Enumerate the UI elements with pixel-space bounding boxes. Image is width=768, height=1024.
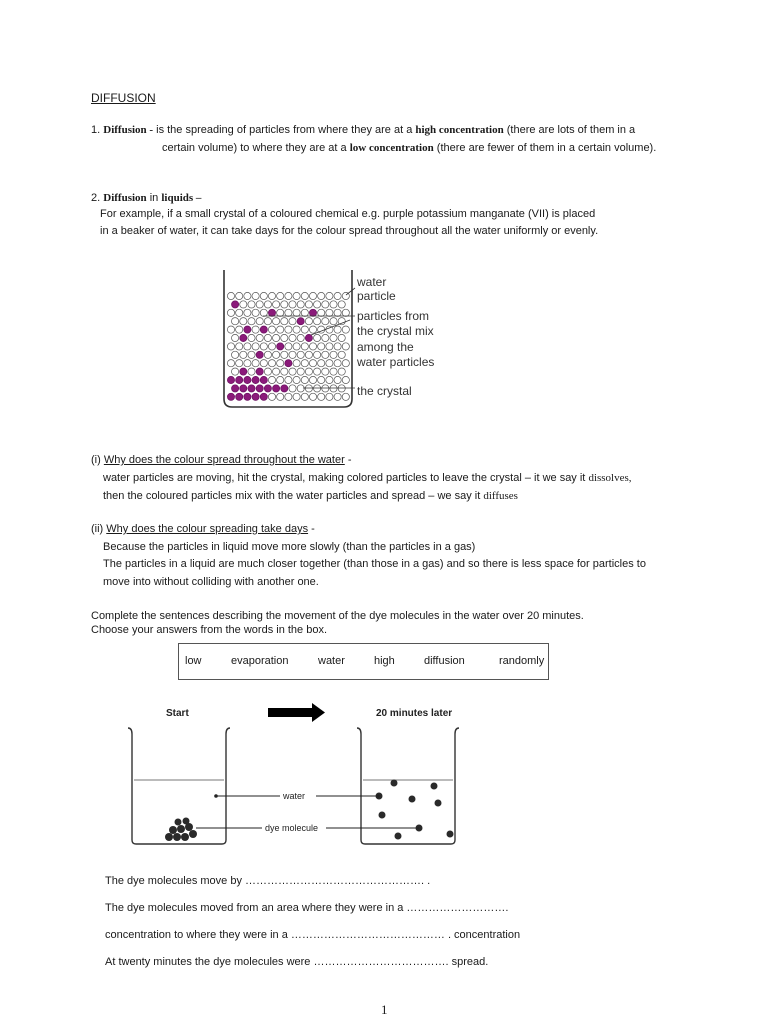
water-particle [301,326,308,333]
water-particle [338,334,345,341]
water-particle [326,376,333,383]
water-particle [297,301,304,308]
crystal-particle [252,376,259,383]
water-particle [268,376,275,383]
water-particle [334,376,341,383]
q2-dash: - [311,523,315,535]
exercise-intro-1: Complete the sentences describing the movement of the dye molecules in the water over 20 minutes. [91,610,584,622]
crystal-particle [285,360,292,367]
def-low: low concentration [349,142,434,154]
water-particle [232,368,239,375]
crystal-particle [244,393,251,400]
sentence-1[interactable]: The dye molecules move by …………………………………………. . [105,875,431,887]
water-particle [273,301,280,308]
water-particle [301,393,308,400]
water-particle [285,343,292,350]
particle-grid [227,292,349,400]
water-particle [264,301,271,308]
water-particle [334,343,341,350]
label-particles-2: the crystal mix [357,324,434,338]
crystal-particle [248,385,255,392]
water-particle [227,343,234,350]
water-particle [301,292,308,299]
water-particle [236,360,243,367]
water-particle [281,334,288,341]
water-particle [248,301,255,308]
water-particle [318,309,325,316]
water-particle [314,318,321,325]
water-particle [342,343,349,350]
water-particle [273,334,280,341]
water-particle [342,360,349,367]
label-dye-molecule: dye molecule [265,823,319,833]
crystal-particle [297,318,304,325]
water-particle [244,309,251,316]
water-particle [293,376,300,383]
water-particle [305,318,312,325]
water-particle [330,368,337,375]
water-particle [252,360,259,367]
water-particle [281,351,288,358]
liquids-line-2: in a beaker of water, it can take days for the colour spread throughout all the water uniformly or evenly. [100,225,599,237]
water-particle [285,326,292,333]
water-particle [277,393,284,400]
water-particle [277,376,284,383]
water-particle [301,360,308,367]
water-particle [342,376,349,383]
water-particle [285,376,292,383]
water-particle [314,368,321,375]
water-particle [232,334,239,341]
water-particle [293,393,300,400]
label-water: water [283,791,306,801]
q1-dash: - [347,454,352,466]
water-particle [256,318,263,325]
water-particle [314,334,321,341]
water-particle [285,309,292,316]
water-particle [326,360,333,367]
water-particle [342,393,349,400]
word-water: water [318,655,345,667]
water-particle [293,326,300,333]
crystal-particle [227,376,234,383]
water-particle [342,309,349,316]
water-particle [297,334,304,341]
water-particle [260,309,267,316]
crystal-particle [260,393,267,400]
water-particle [236,292,243,299]
dye-spread-later [376,780,454,840]
q1-number: (i) [91,454,101,466]
water-particle [260,360,267,367]
crystal-particle [244,376,251,383]
water-particle [318,292,325,299]
exercise-intro-2: Choose your answers from the words in the box. [91,624,328,636]
def-text-2: (there are lots of them in a [506,124,636,136]
water-particle [309,376,316,383]
crystal-particle [260,376,267,383]
q1-answer-line-2 [103,490,518,502]
q1-diffuses: diffuses [483,490,518,502]
water-particle [289,351,296,358]
sentence-4[interactable]: At twenty minutes the dye molecules were ………………………………. spread. [105,956,489,968]
water-particle [305,301,312,308]
water-particle [309,360,316,367]
water-particle [334,393,341,400]
leader-water [346,288,355,295]
crystal-particle [273,385,280,392]
water-particle [264,318,271,325]
water-particle [289,368,296,375]
sentence-3[interactable]: concentration to where they were in a …………………………………… . concentration [105,929,521,941]
water-particle [281,318,288,325]
water-particle [244,360,251,367]
water-particle [334,292,341,299]
water-particle [236,309,243,316]
water-particle [252,309,259,316]
water-particle [334,360,341,367]
water-particle [264,334,271,341]
water-particle [256,334,263,341]
water-particle [293,343,300,350]
water-particle [252,292,259,299]
crystal-particle [252,393,259,400]
water-particle [330,318,337,325]
crystal-particle [227,393,234,400]
q2-answer-line-3: move into without colliding with another one. [103,576,319,588]
def-term: Diffusion - [103,124,154,136]
water-particle [301,376,308,383]
water-particle [314,351,321,358]
word-box [178,643,549,680]
water-particle [322,301,329,308]
beaker-particles-figure [215,268,455,413]
water-particle [268,343,275,350]
water-particle [305,351,312,358]
water-particle [260,343,267,350]
crystal-particle [236,393,243,400]
water-particle [293,360,300,367]
water-particle [277,309,284,316]
water-particle [330,301,337,308]
water-particle [264,351,271,358]
question-2 [91,523,315,535]
page-title: DIFFUSION [91,91,156,105]
water-particle [227,360,234,367]
def-text-3: certain volume) to where they are at a [162,142,347,154]
water-particle [281,301,288,308]
water-particle [334,309,341,316]
crystal-particle [256,385,263,392]
water-particle [289,385,296,392]
water-particle [322,334,329,341]
water-particle [281,368,288,375]
water-particle [305,368,312,375]
water-particle [326,309,333,316]
liquids-heading [91,192,201,204]
water-particle [338,351,345,358]
water-particle [293,292,300,299]
definition-line-1 [91,124,635,136]
crystal-particle [260,326,267,333]
water-particle [318,393,325,400]
crystal-particle [232,385,239,392]
word-low: low [185,655,202,667]
water-particle [232,351,239,358]
water-particle [318,376,325,383]
liquids-term: Diffusion [103,192,147,204]
crystal-particle [236,376,243,383]
water-particle [273,318,280,325]
water-particle [338,301,345,308]
water-particle [236,326,243,333]
page-number: 1 [381,1002,388,1017]
label-water-1: water [357,275,387,289]
water-particle [326,393,333,400]
water-particle [236,343,243,350]
crystal-particle [244,326,251,333]
label-particles-1: particles from [357,309,430,323]
crystal-particle [232,301,239,308]
water-particle [326,343,333,350]
water-particle [227,292,234,299]
word-evaporation: evaporation [231,655,289,667]
water-particle [227,309,234,316]
water-particle [293,309,300,316]
water-particle [301,343,308,350]
water-particle [318,343,325,350]
water-particle [244,292,251,299]
water-particle [268,326,275,333]
water-particle [322,351,329,358]
water-particle [285,292,292,299]
word-randomly: randomly [499,655,545,667]
crystal-particle [240,385,247,392]
def-number: 1. [91,124,101,136]
water-particle [342,326,349,333]
water-particle [240,318,247,325]
crystal-particle [305,334,312,341]
def-text-1: is the spreading of particles from where they are at a [156,124,413,136]
q1-text-1: water particles are moving, hit the crystal, making colored particles to leave the crystal – it we say it [103,472,586,484]
crystal-particle [281,385,288,392]
water-particle [289,318,296,325]
water-particle [248,351,255,358]
q2-question: Why does the colour spreading take days [106,523,309,535]
liquids-number: 2. [91,192,101,204]
water-particle [338,318,345,325]
water-particle [256,301,263,308]
water-particle [314,301,321,308]
water-particle [326,292,333,299]
water-particle [330,351,337,358]
water-particle [277,326,284,333]
label-20-minutes: 20 minutes later [376,708,453,719]
q1-dissolves: dissolves, [588,472,632,484]
label-start: Start [166,708,189,719]
water-particle [322,318,329,325]
crystal-particle [309,309,316,316]
label-water-2: particle [357,289,396,303]
water-particle [322,368,329,375]
water-particle [297,368,304,375]
question-1 [91,454,352,466]
water-particle [232,318,239,325]
dye-diffusion-figure [120,700,480,850]
label-crystal: the crystal [357,384,412,398]
word-diffusion: diffusion [424,655,465,667]
word-high: high [374,655,395,667]
water-particle [252,326,259,333]
water-particle [252,343,259,350]
q1-answer-line-1 [103,472,632,484]
crystal-particle [264,385,271,392]
water-particle [309,326,316,333]
liquids-word: liquids – [161,192,202,204]
water-particle [248,318,255,325]
water-particle [289,301,296,308]
water-particle [240,351,247,358]
q2-answer-line-2: The particles in a liquid are much closer together (than those in a gas) and so there is less space for particles to [103,558,646,570]
crystal-particle [256,351,263,358]
water-particle [277,360,284,367]
water-particle [227,326,234,333]
water-particle [277,292,284,299]
label-particles-3: among the [357,340,414,354]
crystal-particle [256,368,263,375]
definition-line-2 [162,142,656,154]
crystal-particle [240,368,247,375]
water-particle [330,334,337,341]
beaker-later [357,728,459,844]
def-high: high concentration [415,124,504,136]
water-particle [334,326,341,333]
water-particle [285,393,292,400]
water-particle [273,368,280,375]
water-particle [264,368,271,375]
water-particle [297,351,304,358]
water-particle [268,360,275,367]
crystal-particle [277,343,284,350]
q2-answer-line-1: Because the particles in liquid move more slowly (than the particles in a gas) [103,541,476,553]
q1-text-2: then the coloured particles mix with the water particles and spread – we say it [103,490,481,502]
water-particle [268,393,275,400]
q2-number: (ii) [91,523,104,535]
water-particle [289,334,296,341]
def-text-4: (there are fewer of them in a certain volume). [436,142,657,154]
dye-cluster-start [165,818,197,842]
water-particle [301,309,308,316]
water-particle [309,292,316,299]
water-particle [268,292,275,299]
water-particle [309,343,316,350]
water-particle [318,360,325,367]
liquids-line-1: For example, if a small crystal of a coloured chemical e.g. purple potassium manganate (VII) is placed [100,208,596,220]
water-particle [338,368,345,375]
water-particle [240,301,247,308]
water-particle [309,393,316,400]
arrow-right-icon [268,703,325,722]
water-particle [248,368,255,375]
water-particle [260,292,267,299]
crystal-particle [268,309,275,316]
label-particles-4: water particles [357,355,435,369]
sentence-2[interactable]: The dye molecules moved from an area where they were in a ………………………. [105,902,509,914]
water-particle [248,334,255,341]
water-particle [244,343,251,350]
q1-question: Why does the colour spread throughout the water [103,454,345,466]
crystal-particle [240,334,247,341]
liquids-in: in [149,192,159,204]
water-particle [273,351,280,358]
